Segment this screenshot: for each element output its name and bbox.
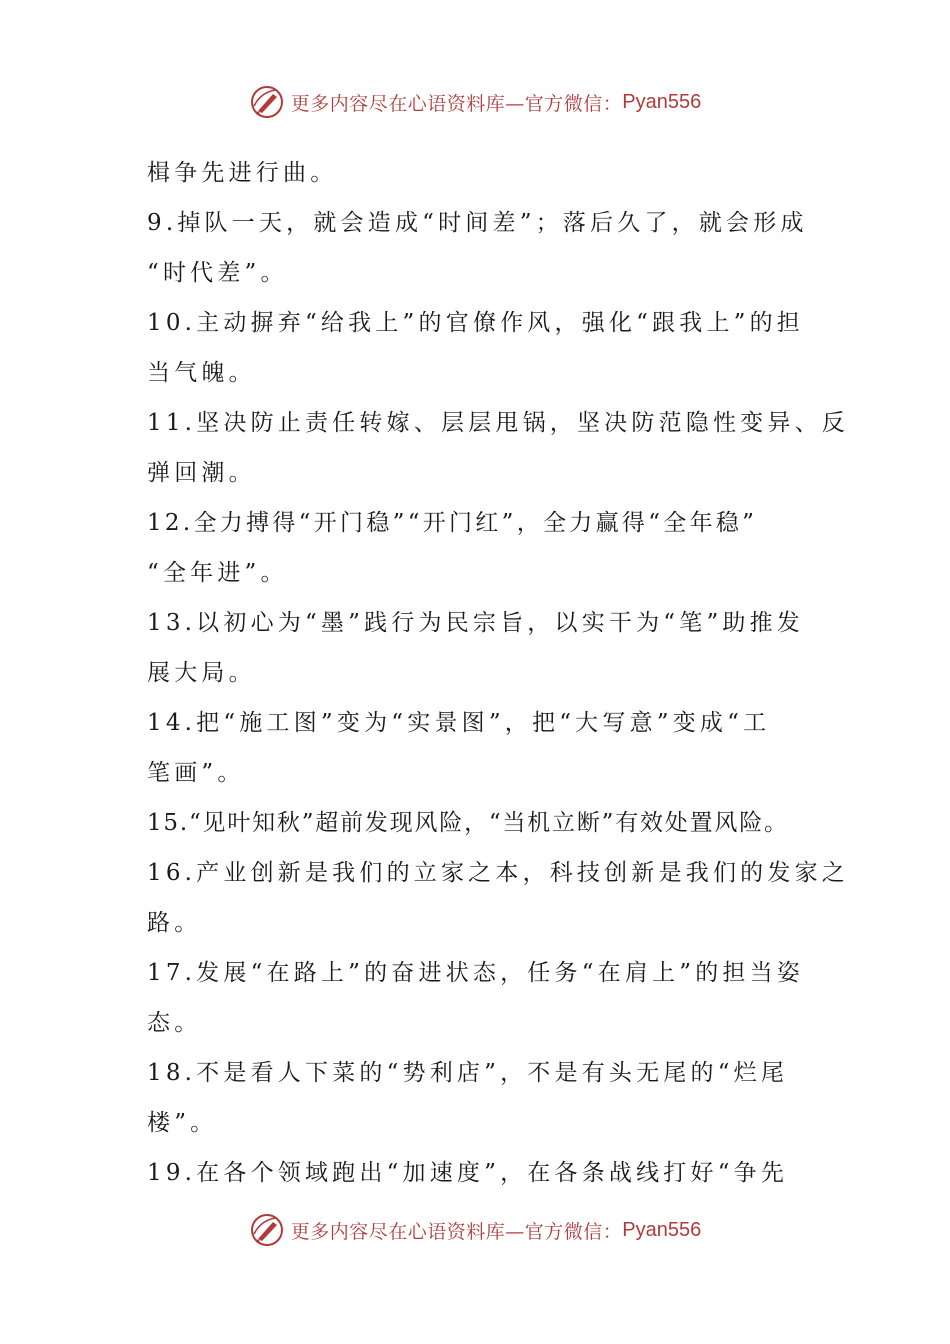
text-line: 9.掉队一天，就会造成“时间差”；落后久了，就会形成 [147, 210, 808, 236]
wechat-id: Pyan556 [622, 1218, 702, 1241]
wechat-id: Pyan556 [622, 90, 702, 113]
pen-logo-icon [249, 84, 285, 120]
header-banner [0, 80, 950, 124]
text-line: 10.主动摒弃“给我上”的官僚作风，强化“跟我上”的担 [147, 310, 805, 336]
text-line: 楼”。 [147, 1110, 218, 1136]
text-line: 13.以初心为“墨”践行为民宗旨，以实干为“笔”助推发 [147, 610, 805, 636]
text-line: 展大局。 [147, 660, 256, 686]
document-body [147, 148, 849, 1198]
text-line: 弹回潮。 [147, 460, 256, 486]
text-line: “时代差”。 [147, 260, 288, 286]
banner-text: 更多内容尽在心语资料库—官方微信： [290, 1220, 623, 1243]
banner-text: 更多内容尽在心语资料库—官方微信： [290, 92, 623, 115]
text-line: 19.在各个领域跑出“加速度”，在各条战线打好“争先 [147, 1160, 789, 1186]
pen-logo-icon [249, 1212, 285, 1248]
text-line: 17.发展“在路上”的奋进状态，任务“在肩上”的担当姿 [147, 960, 805, 986]
text-line: 16.产业创新是我们的立家之本，科技创新是我们的发家之 [147, 860, 849, 886]
text-line: 12.全力搏得“开门稳”“开门红”，全力赢得“全年稳” [147, 510, 758, 536]
text-line: 15.“见叶知秋”超前发现风险，“当机立断”有效处置风险。 [147, 810, 789, 836]
text-line: 路。 [147, 910, 202, 936]
text-line: 态。 [147, 1010, 202, 1036]
text-line: 11.坚决防止责任转嫁、层层甩锅，坚决防范隐性变异、反 [147, 410, 849, 436]
text-line: “全年进”。 [147, 560, 288, 586]
text-line: 18.不是看人下菜的“势利店”，不是有头无尾的“烂尾 [147, 1060, 789, 1086]
text-line: 楫争先进行曲。 [147, 160, 338, 186]
footer-banner [0, 1208, 950, 1252]
text-line: 当气魄。 [147, 360, 256, 386]
text-line: 14.把“施工图”变为“实景图”，把“大写意”变成“工 [147, 710, 771, 736]
text-line: 笔画”。 [147, 760, 245, 786]
